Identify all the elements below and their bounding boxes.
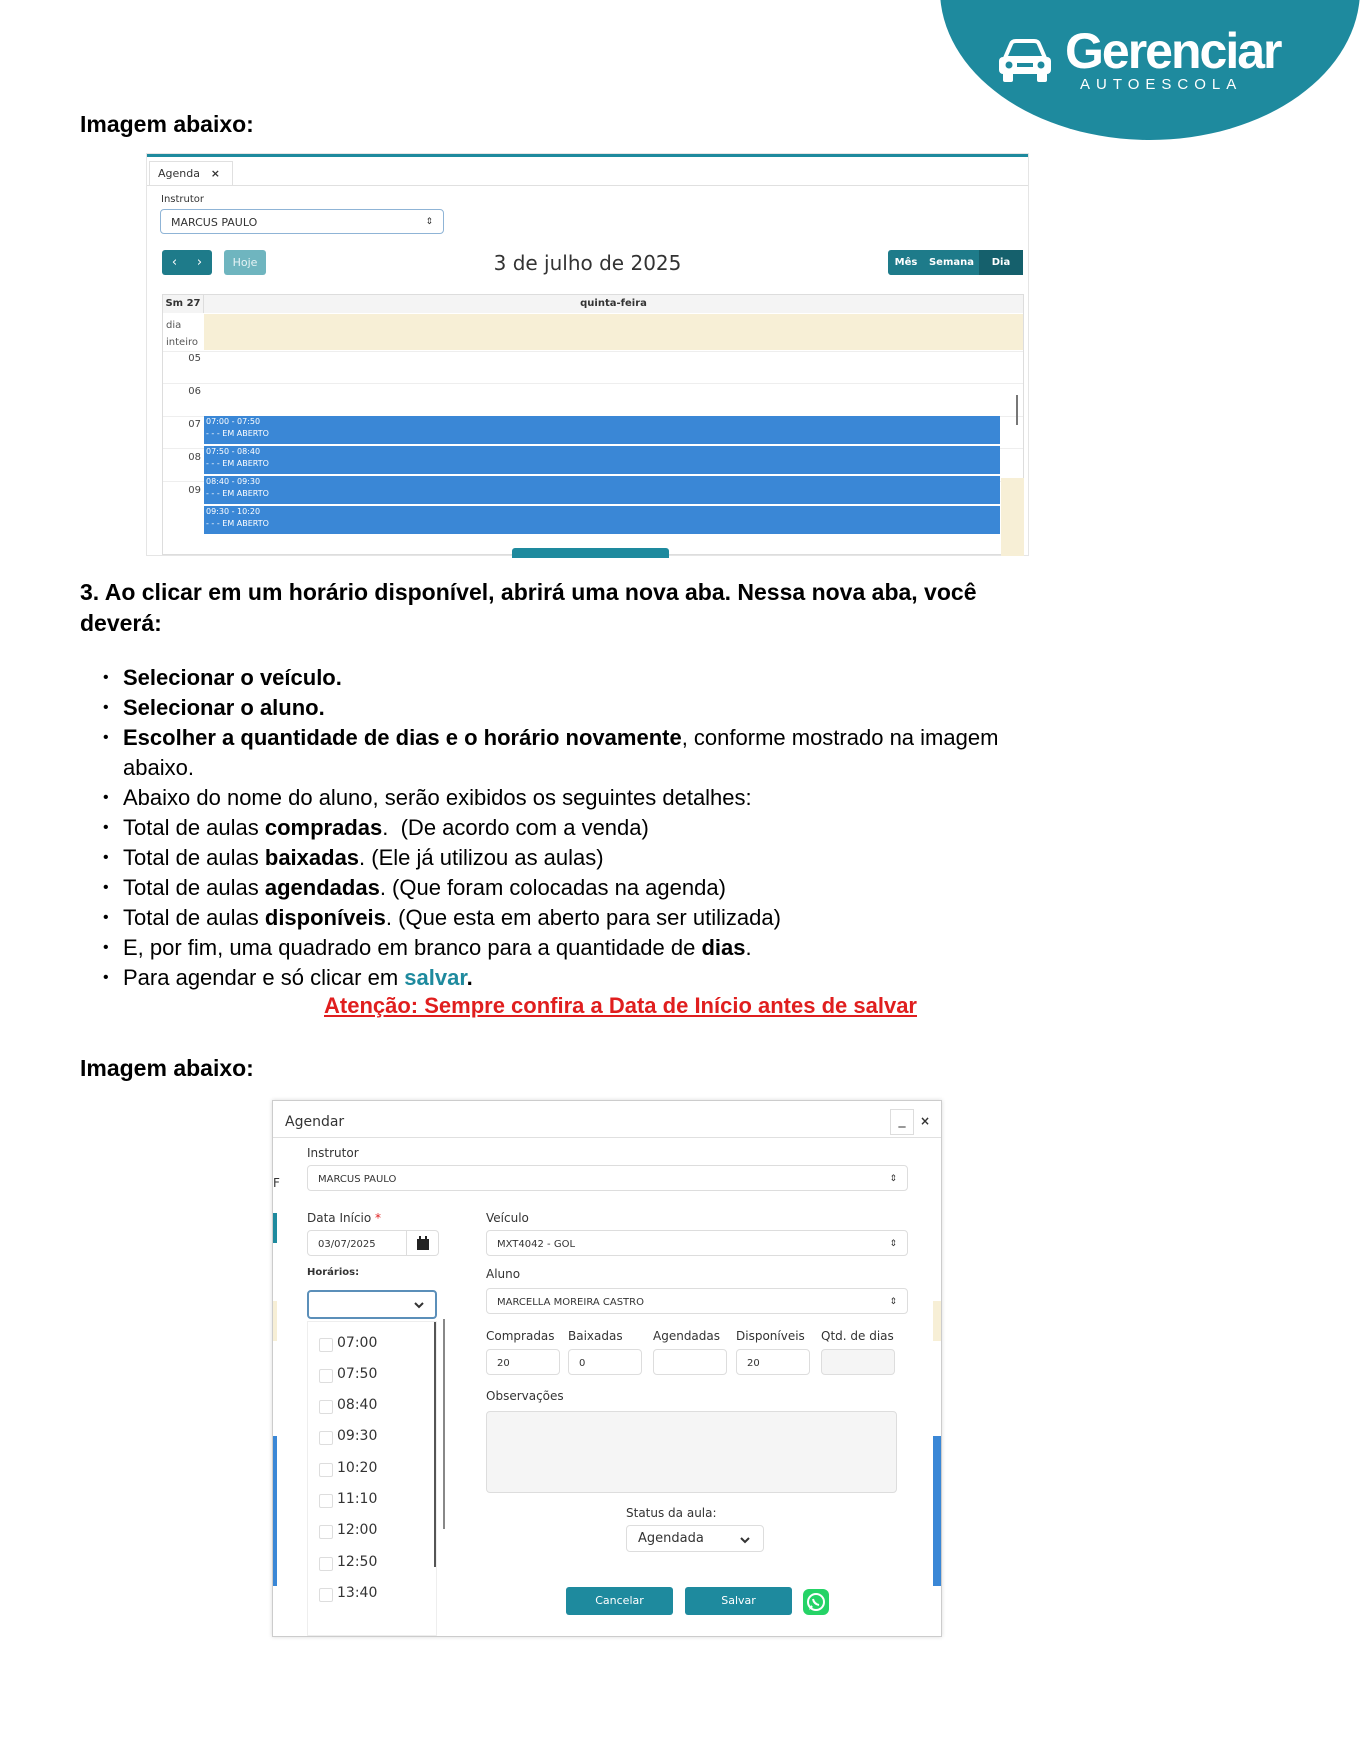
hour-label: 06 bbox=[188, 386, 201, 397]
select-arrows-icon: ⇕ bbox=[889, 1174, 897, 1184]
list-item bbox=[123, 873, 1163, 903]
bullet-bold: disponíveis bbox=[264, 905, 386, 930]
hour-line bbox=[163, 383, 1023, 384]
agenda-screenshot bbox=[146, 153, 1029, 556]
time-label: 07:50 bbox=[337, 1366, 378, 1382]
list-item bbox=[123, 663, 1163, 693]
list-item bbox=[123, 933, 1163, 963]
schedule-dialog-screenshot bbox=[272, 1100, 942, 1637]
time-label: 11:10 bbox=[337, 1491, 378, 1507]
student-label: Aluno bbox=[486, 1267, 521, 1281]
list-item bbox=[123, 963, 1163, 993]
event-time: 07:50 - 08:40 bbox=[206, 447, 261, 456]
bullet-text: . (Que foram colocadas na agenda) bbox=[379, 875, 726, 900]
all-day-row[interactable] bbox=[204, 314, 1023, 350]
checkbox[interactable] bbox=[319, 1338, 333, 1352]
bullet-text: Abaixo do nome do aluno, serão exibidos os seguintes detalhes: bbox=[123, 785, 752, 810]
stray-letter: F bbox=[273, 1176, 280, 1190]
checkbox[interactable] bbox=[319, 1400, 333, 1414]
list-scrollbar[interactable] bbox=[434, 1322, 436, 1567]
time-label: 08:40 bbox=[337, 1397, 378, 1413]
event-time: 07:00 - 07:50 bbox=[206, 417, 261, 426]
warning-text: Atenção: Sempre confira a Data de Início antes de salvar bbox=[324, 993, 917, 1018]
panel-divider bbox=[443, 1319, 445, 1529]
next-button[interactable]: › bbox=[196, 255, 203, 270]
bullet-text: Total de aulas bbox=[123, 815, 265, 840]
chevron-down-icon bbox=[413, 1300, 425, 1310]
checkbox[interactable] bbox=[319, 1369, 333, 1383]
bullet-text: . bbox=[745, 935, 752, 960]
tab-label: Agenda bbox=[158, 167, 200, 180]
class-status-label: Status da aula: bbox=[626, 1506, 717, 1520]
bullet-bold: Escolher a quantidade de dias e o horário novamente bbox=[123, 725, 682, 750]
dialog-title: Agendar bbox=[285, 1114, 345, 1130]
instructor-label: Instrutor bbox=[307, 1146, 359, 1160]
time-option[interactable] bbox=[337, 1397, 377, 1413]
tab-agenda[interactable] bbox=[149, 161, 233, 185]
event-label: - - - EM ABERTO bbox=[206, 489, 269, 498]
image-heading: Imagem abaixo: bbox=[80, 111, 254, 137]
top-accent-bar bbox=[147, 154, 1028, 157]
available-label: Disponíveis bbox=[736, 1329, 805, 1343]
required-marker: * bbox=[375, 1211, 382, 1225]
logo-subtitle: AUTOESCOLA bbox=[1080, 76, 1243, 93]
scheduled-field[interactable] bbox=[653, 1349, 727, 1375]
print-button[interactable] bbox=[512, 548, 669, 558]
view-month-button[interactable]: Mês bbox=[894, 257, 918, 268]
time-option[interactable] bbox=[337, 1335, 377, 1351]
instructor-select[interactable] bbox=[160, 209, 444, 234]
instruction-list bbox=[103, 663, 1163, 993]
select-arrows-icon: ⇕ bbox=[889, 1297, 897, 1307]
tab-divider bbox=[147, 185, 1028, 186]
event-label: - - - EM ABERTO bbox=[206, 429, 269, 438]
scheduled-label: Agendadas bbox=[653, 1329, 721, 1343]
start-date-label bbox=[307, 1211, 381, 1225]
save-keyword: salvar bbox=[404, 965, 467, 990]
hour-label: 09 bbox=[188, 485, 201, 496]
time-label: 10:20 bbox=[337, 1460, 378, 1476]
bullet-text: E, por fim, uma quadrado em branco para a quantidade de bbox=[123, 935, 702, 960]
list-item bbox=[123, 843, 1163, 873]
background-strip bbox=[273, 1436, 277, 1586]
bullet-text: Total de aulas bbox=[123, 875, 265, 900]
available-value: 20 bbox=[747, 1358, 760, 1369]
bullet-text: . (Que esta em aberto para ser utilizada) bbox=[385, 905, 781, 930]
class-status-select[interactable] bbox=[626, 1525, 764, 1552]
view-week-button[interactable]: Semana bbox=[928, 257, 975, 268]
bullet-bold: agendadas bbox=[264, 875, 380, 900]
purchased-value: 20 bbox=[497, 1358, 510, 1369]
bullet-text: , conforme mostrado na imagem bbox=[681, 725, 999, 750]
all-day-label: dia inteiro bbox=[166, 320, 198, 348]
time-option[interactable] bbox=[337, 1554, 377, 1570]
schedules-label: Horários: bbox=[307, 1267, 360, 1278]
start-date-text: Data Início bbox=[307, 1211, 372, 1225]
calendar-date-title: 3 de julho de 2025 bbox=[493, 251, 682, 275]
step-3-text bbox=[80, 577, 976, 639]
save-button[interactable]: Salvar bbox=[685, 1587, 792, 1615]
checkbox[interactable] bbox=[319, 1494, 333, 1508]
bullet-text: Selecionar o aluno. bbox=[123, 695, 325, 720]
days-qty-label: Qtd. de dias bbox=[821, 1329, 894, 1343]
checkbox[interactable] bbox=[319, 1431, 333, 1445]
calendar-event[interactable] bbox=[204, 416, 1000, 445]
view-day-button[interactable]: Dia bbox=[979, 250, 1023, 275]
checkbox[interactable] bbox=[319, 1525, 333, 1539]
written-off-label: Baixadas bbox=[568, 1329, 623, 1343]
chevron-down-icon bbox=[739, 1535, 751, 1545]
minimize-button[interactable]: _ bbox=[890, 1109, 914, 1135]
time-option[interactable] bbox=[337, 1428, 377, 1444]
notes-textarea[interactable] bbox=[486, 1411, 897, 1493]
scrollbar[interactable] bbox=[1016, 395, 1018, 425]
empty-slot-column bbox=[1001, 478, 1024, 556]
today-button[interactable]: Hoje bbox=[224, 250, 266, 275]
whatsapp-button[interactable] bbox=[803, 1589, 829, 1615]
step-3-line: deverá: bbox=[80, 610, 162, 636]
checkbox[interactable] bbox=[319, 1557, 333, 1571]
bullet-bold: compradas bbox=[264, 815, 383, 840]
time-label: 12:00 bbox=[337, 1522, 378, 1538]
list-item bbox=[123, 903, 1163, 933]
select-arrows-icon: ⇕ bbox=[889, 1239, 897, 1249]
class-status-value: Agendada bbox=[638, 1531, 704, 1546]
calendar-event[interactable] bbox=[204, 476, 1000, 505]
instructor-value: MARCUS PAULO bbox=[318, 1174, 397, 1185]
prev-button[interactable]: ‹ bbox=[171, 255, 178, 270]
whatsapp-icon bbox=[803, 1589, 829, 1615]
view-switcher bbox=[888, 250, 1023, 275]
bullet-text: Total de aulas bbox=[123, 845, 265, 870]
car-icon bbox=[995, 38, 1055, 84]
close-icon[interactable]: × bbox=[210, 167, 220, 180]
notes-label: Observações bbox=[486, 1389, 564, 1403]
bullet-text: . (Ele já utilizou as aulas) bbox=[359, 845, 604, 870]
bullet-text: Selecionar o veículo. bbox=[123, 665, 342, 690]
start-date-input[interactable] bbox=[307, 1230, 407, 1256]
bullet-text: abaixo. bbox=[123, 755, 194, 780]
cancel-button[interactable]: Cancelar bbox=[566, 1587, 673, 1615]
event-label: - - - EM ABERTO bbox=[206, 459, 269, 468]
image-heading: Imagem abaixo: bbox=[80, 1055, 254, 1081]
background-strip bbox=[933, 1436, 941, 1586]
day-header: quinta-feira bbox=[204, 295, 1023, 313]
purchased-label: Compradas bbox=[486, 1329, 555, 1343]
bullet-text: Para agendar e só clicar em bbox=[123, 965, 405, 990]
background-strip bbox=[273, 1213, 277, 1243]
time-option[interactable] bbox=[337, 1522, 377, 1538]
hour-label: 07 bbox=[188, 419, 201, 430]
purchased-field[interactable] bbox=[486, 1349, 560, 1375]
event-time: 08:40 - 09:30 bbox=[206, 477, 261, 486]
calendar-event[interactable] bbox=[204, 446, 1000, 475]
time-label: 12:50 bbox=[337, 1554, 378, 1570]
select-arrows-icon: ⇕ bbox=[425, 217, 433, 227]
background-strip bbox=[933, 1301, 941, 1341]
student-value: MARCELLA MOREIRA CASTRO bbox=[497, 1297, 644, 1308]
step-3-line: 3. Ao clicar em um horário disponível, abrirá uma nova aba. Nessa nova aba, você bbox=[80, 579, 977, 605]
available-field[interactable] bbox=[736, 1349, 810, 1375]
calendar-picker-button[interactable] bbox=[407, 1230, 439, 1256]
vehicle-value: MXT4042 - GOL bbox=[497, 1239, 576, 1250]
schedules-dropdown[interactable] bbox=[307, 1290, 437, 1319]
hour-label: 05 bbox=[188, 353, 201, 364]
start-date-value: 03/07/2025 bbox=[318, 1239, 376, 1250]
time-label: 13:40 bbox=[337, 1585, 378, 1601]
title-divider bbox=[273, 1137, 941, 1138]
list-item bbox=[123, 813, 1163, 843]
bullet-text: Total de aulas bbox=[123, 905, 265, 930]
hour-line bbox=[163, 351, 1023, 352]
vehicle-select[interactable] bbox=[486, 1230, 908, 1256]
instructor-select[interactable] bbox=[307, 1165, 908, 1191]
bullet-bold: dias bbox=[701, 935, 746, 960]
week-number: Sm 27 bbox=[163, 295, 204, 313]
time-option[interactable] bbox=[337, 1585, 377, 1601]
calendar-event[interactable] bbox=[204, 506, 1000, 535]
student-select[interactable] bbox=[486, 1288, 908, 1314]
bullet-bold: baixadas bbox=[264, 845, 360, 870]
written-off-field[interactable] bbox=[568, 1349, 642, 1375]
close-button[interactable]: × bbox=[919, 1114, 931, 1128]
event-time: 09:30 - 10:20 bbox=[206, 507, 261, 516]
list-item bbox=[123, 723, 1163, 783]
time-option[interactable] bbox=[337, 1366, 377, 1382]
day-calendar-grid bbox=[162, 294, 1024, 555]
bullet-text: . bbox=[466, 965, 473, 990]
list-item bbox=[123, 693, 1163, 723]
checkbox[interactable] bbox=[319, 1588, 333, 1602]
list-item bbox=[123, 783, 1163, 813]
time-option[interactable] bbox=[337, 1491, 377, 1507]
time-label: 09:30 bbox=[337, 1428, 378, 1444]
calendar-icon bbox=[407, 1231, 439, 1257]
instructor-label: Instrutor bbox=[161, 194, 205, 205]
bullet-text: . (De acordo com a venda) bbox=[382, 815, 649, 840]
vehicle-label: Veículo bbox=[486, 1211, 529, 1225]
written-off-value: 0 bbox=[579, 1358, 586, 1369]
instructor-value: MARCUS PAULO bbox=[171, 216, 258, 229]
checkbox[interactable] bbox=[319, 1463, 333, 1477]
logo-brand: Gerenciar bbox=[1065, 23, 1281, 79]
time-option[interactable] bbox=[337, 1460, 377, 1476]
days-qty-field[interactable] bbox=[821, 1349, 895, 1375]
event-label: - - - EM ABERTO bbox=[206, 519, 269, 528]
hour-label: 08 bbox=[188, 452, 201, 463]
time-label: 07:00 bbox=[337, 1335, 378, 1351]
background-strip bbox=[273, 1301, 277, 1341]
